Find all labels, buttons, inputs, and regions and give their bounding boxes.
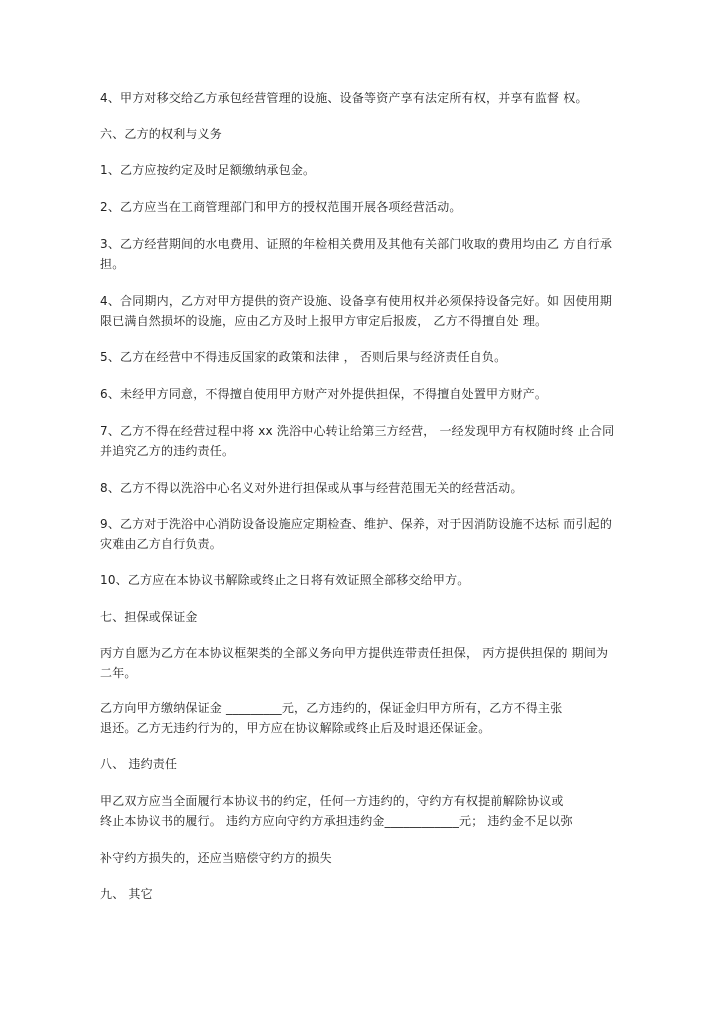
guarantee-line-2: 二年。	[100, 666, 137, 680]
guarantee-line-1: 丙方自愿为乙方在本协议框架类的全部义务向甲方提供连带责任担保， 丙方提供担保的 期间为	[100, 646, 609, 660]
breach-line-2: 终止本协议书的履行。 违约方应向守约方承担违约金____________元； 违约金不足以弥	[100, 814, 573, 828]
clause-6-4-line-2: 限已满自然损坏的设施，应由乙方及时上报甲方审定后报废， 乙方不得擅自处 理。	[100, 314, 548, 328]
breach-paragraph	[100, 791, 620, 831]
section-7-heading: 七、担保或保证金	[100, 610, 198, 624]
section-9-heading: 九、 其它	[100, 887, 153, 901]
deposit-line-1: 乙方向甲方缴纳保证金 _________元，乙方违约的，保证金归甲方所有，乙方不得主张	[100, 701, 563, 715]
clause-6-5: 5、乙方在经营中不得违反国家的政策和法律 ， 否则后果与经济责任自负。	[100, 350, 507, 364]
clause-6-7-line-2: 并追究乙方的违约责任。	[100, 444, 235, 458]
breach-line-3: 补守约方损失的，还应当赔偿守约方的损失	[100, 851, 332, 865]
deposit-paragraph	[100, 698, 620, 738]
section-6-heading: 六、乙方的权利与义务	[100, 127, 223, 141]
clause-6-3-line-1: 3、乙方经营期间的水电费用、证照的年检相关费用及其他有关部门收取的费用均由乙 方自行承	[100, 237, 613, 251]
breach-line-1: 甲乙双方应当全面履行本协议书的约定，任何一方违约的，守约方有权提前解除协议或	[100, 794, 564, 808]
clause-6-4-line-1: 4、合同期内，乙方对甲方提供的资产设施、设备享有使用权并必须保持设备完好。如 因使用期	[100, 294, 613, 308]
clause-6-10: 10、乙方应在本协议书解除或终止之日将有效证照全部移交给甲方。	[100, 573, 470, 587]
clause-6-7-line-1: 7、乙方不得在经营过程中将 xx 洗浴中心转让给第三方经营， 一经发现甲方有权随时终 止合同	[100, 424, 615, 438]
clause-4-ownership: 4、甲方对移交给乙方承包经营管理的设施、设备等资产享有法定所有权，并享有监督 权。	[100, 91, 588, 105]
deposit-line-2: 退还。乙方无违约行为的，甲方应在协议解除或终止后及时退还保证金。	[100, 721, 491, 735]
section-8-heading: 八、 违约责任	[100, 757, 178, 771]
clause-6-4	[100, 291, 620, 331]
clause-6-3	[100, 234, 620, 274]
clause-6-9-line-2: 灾难由乙方自行负责。	[100, 537, 223, 551]
clause-6-7	[100, 421, 620, 461]
clause-6-2: 2、乙方应当在工商管理部门和甲方的授权范围开展各项经营活动。	[100, 200, 462, 214]
clause-6-8: 8、乙方不得以洗浴中心名义对外进行担保或从事与经营范围无关的经营活动。	[100, 481, 523, 495]
guarantee-paragraph	[100, 643, 620, 683]
clause-6-1: 1、乙方应按约定及时足额缴纳承包金。	[100, 163, 316, 177]
clause-6-9-line-1: 9、乙方对于洗浴中心消防设备设施应定期检查、维护、保养，对于因消防设施不达标 而引起的	[100, 517, 613, 531]
clause-6-6: 6、未经甲方同意，不得擅自使用甲方财产对外提供担保，不得擅自处置甲方财产。	[100, 387, 548, 401]
clause-6-3-line-2: 担。	[100, 257, 125, 271]
clause-6-9	[100, 514, 620, 554]
